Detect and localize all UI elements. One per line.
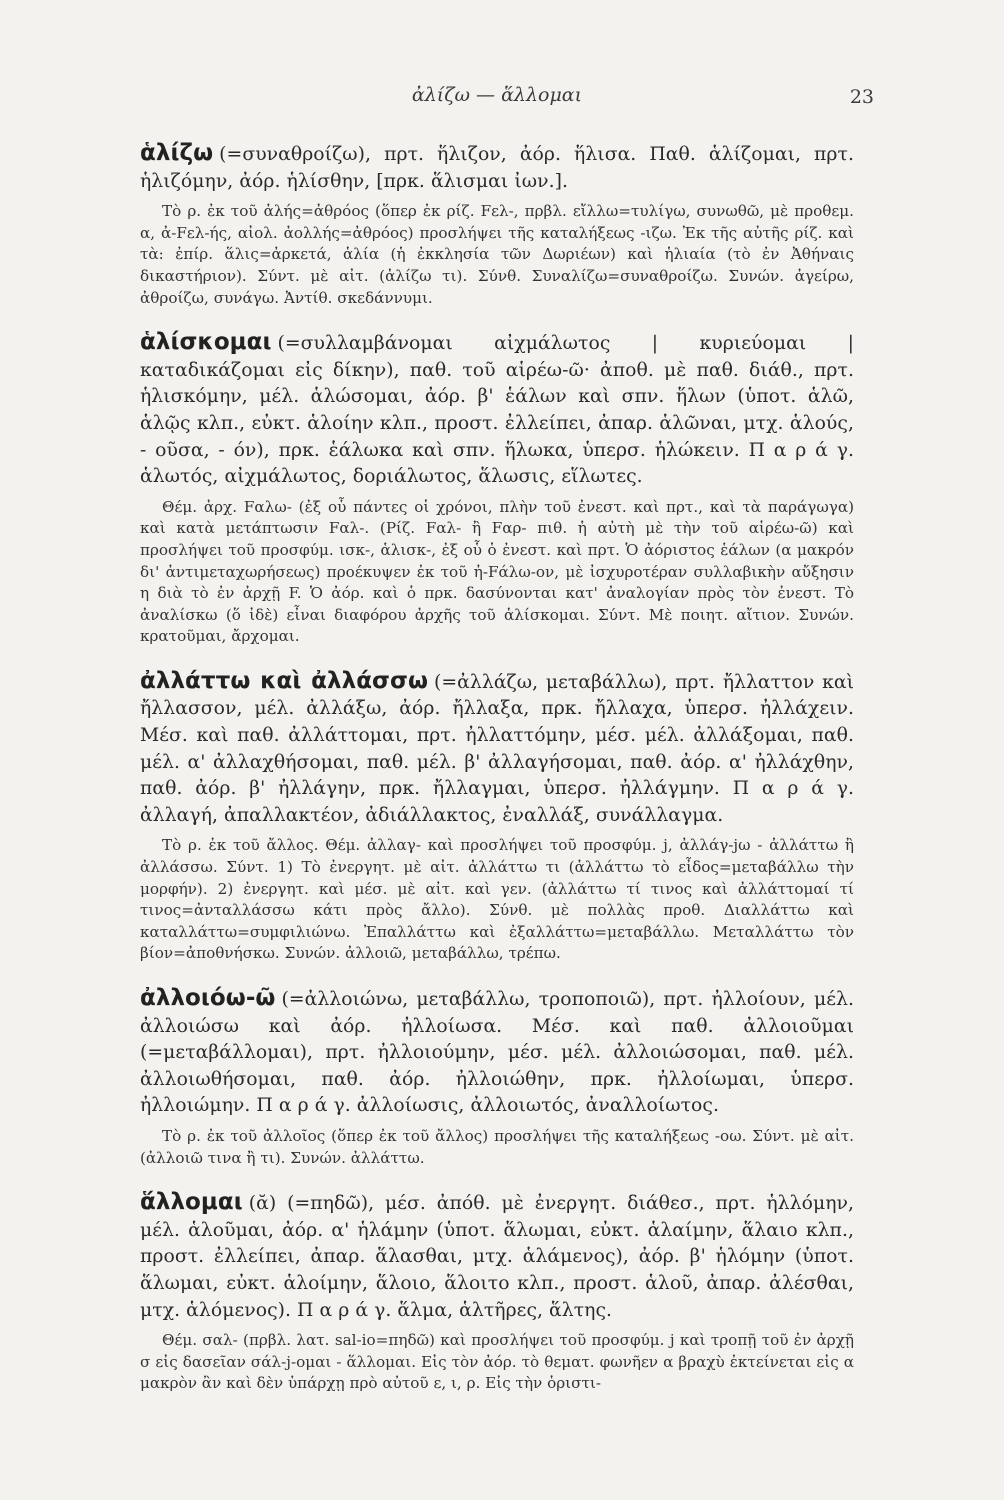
entry-definition: (=ἀλλοιώνω, μεταβάλλω, τροποποιῶ), πρτ. ἠλλοίουν, μέλ. ἀλλοιώσω καὶ ἀόρ. ἠλλοίωσα. Μέσ. καὶ παθ. ἀλλοιοῦμαι (=μεταβάλλομαι), πρτ. ἠλλοιούμην, μέσ. μέλ. ἀλλοιώσομαι, παθ. μέλ. ἀλλοιωθήσομαι, παθ. ἀόρ. ἠλλοιώθην, πρκ. ἠλλοίωμαι, ὑπερσ. ἠλλοιώμην. Π α ρ ά γ. ἀλλοίωσις, ἀλλοιωτός, ἀναλλοίωτος. [140, 989, 854, 1117]
running-header [140, 70, 874, 110]
entry-hallomai [140, 1189, 854, 1395]
entry-definition: (ᾰ) (=πηδῶ), μέσ. ἀπόθ. μὲ ἐνεργητ. διάθεσ., πρτ. ἡλλόμην, μέλ. ἁλοῦμαι, ἀόρ. α' ἡλάμην (ὑποτ. ἅλωμαι, εὐκτ. ἁλαίμην, ἅλαιο κλπ., προστ. ἐλλείπει, ἀπαρ. ἅλασθαι, μτχ. ἁλάμενος), ἀόρ. β' ἡλόμην (ὑποτ. ἅλωμαι, εὐκτ. ἁλοίμην, ἅλοιο, ἅλοιτο κλπ., προστ. ἁλοῦ, ἀπαρ. ἀλέσθαι, μτχ. ἁλόμενος). Π α ρ ά γ. ἅλμα, ἁλτῆρες, ἅλτης. [140, 1193, 854, 1321]
headword: ἁλίσκομαι [140, 329, 272, 356]
entry-etymology: Τὸ ρ. ἐκ τοῦ ἄλλος. Θέμ. ἀλλαγ- καὶ προσλήψει τοῦ προσφύμ. j, ἀλλάγ-jω - ἀλλάττω ἢ ἀλλάσσω. Σύντ. 1) Τὸ ἐνεργητ. μὲ αἰτ. ἀλλάττω τι (ἀλλάττω τὸ εἶδος=μεταβάλλω τὴν μορφήν). 2) ἐνεργητ. καὶ μέσ. μὲ αἰτ. καὶ γεν. (ἀλλάττω τί τινος καὶ ἀλλάττομαί τί τινος=ἀνταλλάσσω κάτι πρὸς ἄλλο). Σύνθ. μὲ πολλὰς προθ. Διαλλάττω καὶ καταλλάττω=συμφιλιώνω. Ἐπαλλάττω καὶ ἐξαλλάττω=μεταβάλλω. Μεταλλάττω τὸν βίον=ἀποθνήσκω. Συνών. ἀλλοιῶ, μεταβάλλω, τρέπω. [140, 836, 854, 963]
entry-aliskomai [140, 329, 854, 648]
entry-etymology: Θέμ. σαλ- (πρβλ. λατ. sal-io=πηδῶ) καὶ προσλήψει τοῦ προσφύμ. j καὶ τροπῇ τοῦ ἐν ἀρχῇ σ εἰς δασεῖαν σάλ-j-ομαι - ἅλλομαι. Εἰς τὸν ἀόρ. τὸ θεματ. φωνῆεν α βραχὺ ἐκτείνεται εἰς α μακρὸν ἂν καὶ δὲν ὑπάρχῃ πρὸ αὐτοῦ ε, ι, ρ. Εἰς τὴν ὁριστι- [140, 1331, 854, 1393]
headword: ἁλίζω [140, 140, 214, 166]
headword: ἀλλοιόω-ῶ [140, 985, 276, 1011]
entry-body [140, 668, 854, 830]
entry-definition: (=ἀλλάζω, μεταβάλλω), πρτ. ἤλλαττον καὶ ἤλλασσον, μέλ. ἀλλάξω, ἀόρ. ἤλλαξα, πρκ. ἤλλαχα, ὑπερσ. ἠλλάχειν. Μέσ. καὶ παθ. ἀλλάττομαι, πρτ. ἠλλαττόμην, μέσ. μέλ. ἀλλάξομαι, παθ. μέλ. α' ἀλλαχθήσομαι, παθ. μέλ. β' ἀλλαγήσομαι, παθ. ἀόρ. α' ἠλλάχθην, παθ. ἀόρ. β' ἠλλάγην, πρκ. ἤλλαγμαι, ὑπερσ. ἠλλάγμην. Π α ρ ά γ. ἀλλαγή, ἀπαλλακτέον, ἀδιάλλακτος, ἐναλλάξ, συνάλλαγμα. [140, 671, 854, 826]
page-number: 23 [849, 86, 874, 108]
entry-definition: (=συναθροίζω), πρτ. ἥλιζον, ἀόρ. ἥλισα. Παθ. ἁλίζομαι, πρτ. ἡλιζόμην, ἀόρ. ἡλίσθην, [πρκ. ἅλισμαι ἰων.]. [140, 144, 854, 192]
headword: ἅλλομαι [140, 1189, 243, 1216]
entry-body [140, 329, 854, 491]
header-title: ἀλίζω — ἅλλομαι [411, 84, 583, 106]
entry-alizo [140, 140, 854, 309]
entry-definition: (=συλλαμβάνομαι αἰχμάλωτος | κυριεύομαι | καταδικάζομαι εἰς δίκην), παθ. τοῦ αἱρέω-ῶ· ἀποθ. μὲ παθ. διάθ., πρτ. ἡλισκόμην, μέλ. ἁλώσομαι, ἀόρ. β' ἑάλων καὶ σπν. ἥλων (ὑποτ. ἁλῶ, ἁλῷς κλπ., εὐκτ. ἁλοίην κλπ., προστ. ἐλλείπει, ἀπαρ. ἁλῶναι, μτχ. ἁλούς, - οῦσα, - όν), πρκ. ἑάλωκα καὶ σπν. ἥλωκα, ὑπερσ. ἡλώκειν. Π α ρ ά γ. ἁλωτός, αἰχμάλωτος, δοριάλωτος, ἅλωσις, εἵλωτες. [140, 333, 854, 488]
entry-etymology: Θέμ. ἀρχ. Fαλω- (ἐξ οὗ πάντες οἱ χρόνοι, πλὴν τοῦ ἐνεστ. καὶ πρτ., καὶ τὰ παράγωγα) καὶ κατὰ μετάπτωσιν Fαλ-. (Ρίζ. Fαλ- ἢ Fαρ- πιθ. ἡ αὐτὴ μὲ τὴν τοῦ αἱρέω-ῶ) καὶ προσλήψει τοῦ προσφύμ. ισκ-, ἁλισκ-, ἐξ οὗ ὁ ἐνεστ. καὶ πρτ. Ὁ ἀόριστος ἑάλων (α μακρόν δι' ἀντιμεταχωρήσεως) προέκυψεν ἐκ τοῦ ἠ-Fάλω-ον, μὲ ἰσχυροτέραν συλλαβικὴν αὔξησιν η διὰ τὸ ἐν ἀρχῇ F. Ὁ ἀόρ. καὶ ὁ πρκ. δασύνονται κατ' ἀναλογίαν πρὸς τὸν ἐνεστ. Τὸ ἀναλίσκω (ὅ ἰδὲ) εἶναι διαφόρου ἀρχῆς τοῦ ἁλίσκομαι. Σύντ. Μὲ ποιητ. αἴτιον. Συνών. κρατοῦμαι, ἄρχομαι. [140, 497, 854, 646]
entry-body [140, 140, 854, 195]
entry-etymology: Τὸ ρ. ἐκ τοῦ ἀλλοῖος (ὅπερ ἐκ τοῦ ἄλλος) προσλήψει τῆς καταλήξεως -οω. Σύντ. μὲ αἰτ. (ἀλλοιῶ τινα ἢ τι). Συνών. ἀλλάττω. [140, 1126, 854, 1167]
entry-body [140, 1189, 854, 1324]
entry-allatto [140, 668, 854, 965]
entry-body [140, 985, 854, 1120]
headword: ἀλλάττω καὶ ἀλλάσσω [140, 667, 429, 694]
entry-alloioo [140, 985, 854, 1169]
entry-etymology: Τὸ ρ. ἐκ τοῦ ἁλής=ἀθρόος (ὅπερ ἐκ ρίζ. Fελ-, πρβλ. εἴλλω=τυλίγω, συνωθῶ, μὲ προθεμ. α, ἀ-Fελ-ής, αἰολ. ἀολλής=ἀθρόος) προσλήψει τῆς καταλήξεως -ιζω. Ἐκ τῆς αὐτῆς ρίζ. καὶ τὰ: ἐπίρ. ἅλις=ἀρκετά, ἁλία (ἡ ἐκκλησία τῶν Δωριέων) καὶ ἡλιαία (τὸ ἐν Ἀθήναις δικαστήριον). Σύντ. μὲ αἰτ. (ἁλίζω τι). Σύνθ. Συναλίζω=συναθροίζω. Συνών. ἀγείρω, ἀθροίζω, συνάγω. Ἀντίθ. σκεδάννυμι. [140, 202, 854, 307]
